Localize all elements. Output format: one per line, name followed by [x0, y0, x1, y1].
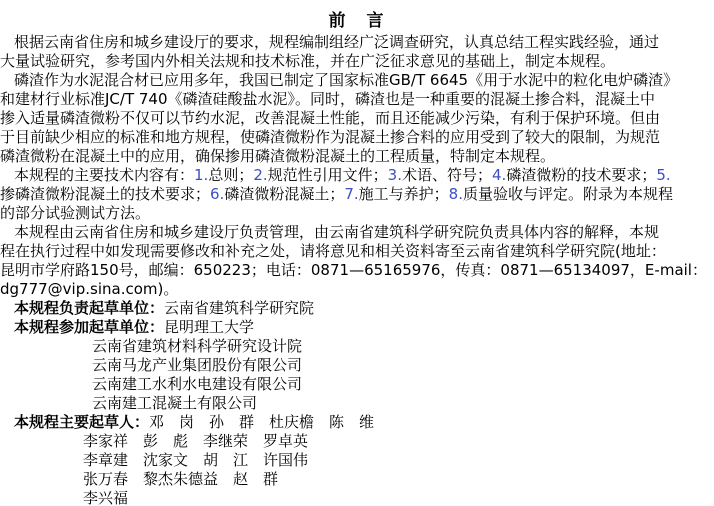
text-segment: 的部分试验测试方法。	[0, 204, 151, 222]
text-line	[0, 470, 714, 489]
text-segment: 施工与养护；	[358, 185, 449, 203]
text-segment: 磷渣微粉混凝土；	[224, 185, 345, 203]
text-segment: 磷渣微粉在混凝土中的应用，确保掺用磷渣微粉混凝土的工程质量，特制定本规程。	[0, 147, 556, 165]
text-line	[0, 128, 714, 147]
text-segment: 掺入适量磷渣微粉不仅可以节约水泥，改善混凝土性能，而且还能减少污染，有利于保护环境。但由	[0, 109, 661, 127]
text-segment: 程在执行过程中如发现需要修改和补充之处，请将意见和相关资料寄至云南省建筑科学研究院(地址：	[0, 242, 666, 260]
section-number: 7.	[344, 185, 359, 203]
text-segment: 云南省建筑材料科学研究设计院	[92, 337, 303, 355]
text-segment: 和建材行业标准JC/T 740《磷渣硅酸盐水泥》。同时，磷渣也是一种重要的混凝土掺合料，混凝土中	[0, 90, 656, 108]
text-segment: 磷渣微粉的技术要求；	[506, 166, 657, 184]
text-segment: 云南省建筑科学研究院	[164, 299, 315, 317]
text-segment: 李兴福	[83, 489, 129, 506]
text-segment: 根据云南省住房和城乡建设厅的要求，规程编制组经广泛调查研究，认真总结工程实践经验，通过	[14, 33, 660, 51]
text-segment: 本规程由云南省住房和城乡建设厅负责管理，由云南省建筑科学研究院负责具体内容的解释，本规	[14, 223, 660, 241]
section-number: 8.	[448, 185, 463, 203]
text-line	[0, 90, 714, 109]
text-line	[0, 413, 714, 432]
text-line	[0, 109, 714, 128]
text-segment: 磷渣作为水泥混合材已应用多年，我国已制定了国家标准GB/T 6645《用于水泥中的粒化电炉磷渣》	[14, 71, 679, 89]
page-title: 前 言	[328, 11, 386, 31]
field-label: 本规程参加起草单位：	[14, 318, 165, 336]
text-line	[0, 356, 714, 375]
text-segment: 李家祥 彭 彪 李继荣 罗卓英	[83, 432, 309, 450]
section-number: 4.	[492, 166, 507, 184]
text-line	[0, 299, 714, 318]
text-segment: 云南建工水利水电建设有限公司	[92, 375, 303, 393]
text-segment: 云南马龙产业集团股份有限公司	[92, 356, 303, 374]
section-number: 1.	[194, 166, 209, 184]
text-segment: 张万春 黎杰朱德益 赵 群	[83, 470, 279, 488]
text-line	[0, 394, 714, 413]
text-segment: 于目前缺少相应的标准和地方规程，使磷渣微粉作为混凝土掺合料的应用受到了较大的限制，为规范	[0, 128, 661, 146]
field-label: 本规程负责起草单位：	[14, 299, 165, 317]
text-line	[0, 318, 714, 337]
text-segment: 掺磷渣微粉混凝土的技术要求；	[0, 185, 211, 203]
section-number: 3.	[387, 166, 402, 184]
text-segment: 昆明理工大学	[164, 318, 255, 336]
text-line	[0, 33, 714, 52]
text-segment: 李章建 沈家文 胡 江 许国伟	[83, 451, 309, 469]
section-number: 2.	[253, 166, 268, 184]
text-segment: 云南建工混凝土有限公司	[92, 394, 258, 412]
text-segment: 邓 岗 孙 群 杜庆檐 陈 维	[149, 413, 375, 431]
text-line	[0, 52, 714, 71]
text-line	[0, 375, 714, 394]
text-line	[0, 185, 714, 204]
text-line	[0, 242, 714, 261]
text-line	[0, 337, 714, 356]
text-line	[0, 166, 714, 185]
field-label: 本规程主要起草人：	[14, 413, 150, 431]
text-segment: 规范性引用文件；	[267, 166, 388, 184]
section-number: 6.	[210, 185, 225, 203]
text-line	[0, 451, 714, 470]
text-segment: 总则；	[208, 166, 254, 184]
text-line	[0, 261, 714, 280]
text-segment: 质量验收与评定。附录为本规程	[462, 185, 673, 203]
text-line	[0, 204, 714, 223]
text-segment: 术语、符号；	[401, 166, 492, 184]
text-segment: dg777@vip.sina.com)。	[0, 280, 179, 298]
text-line	[0, 71, 714, 90]
text-line	[0, 432, 714, 451]
section-number: 5.	[656, 166, 671, 184]
text-segment: 昆明市学府路150号，邮编：650223；电话：0871—65165976，传真：0871—65134097，E-mail：	[0, 261, 707, 279]
text-segment: 本规程的主要技术内容有：	[14, 166, 195, 184]
text-line	[0, 489, 714, 506]
text-line	[0, 147, 714, 166]
text-line	[0, 223, 714, 242]
text-line	[0, 280, 714, 299]
text-segment: 大量试验研究，参考国内外相关法规和技术标准，并在广泛征求意见的基础上，制定本规程。	[0, 52, 616, 70]
document-body	[0, 33, 714, 506]
